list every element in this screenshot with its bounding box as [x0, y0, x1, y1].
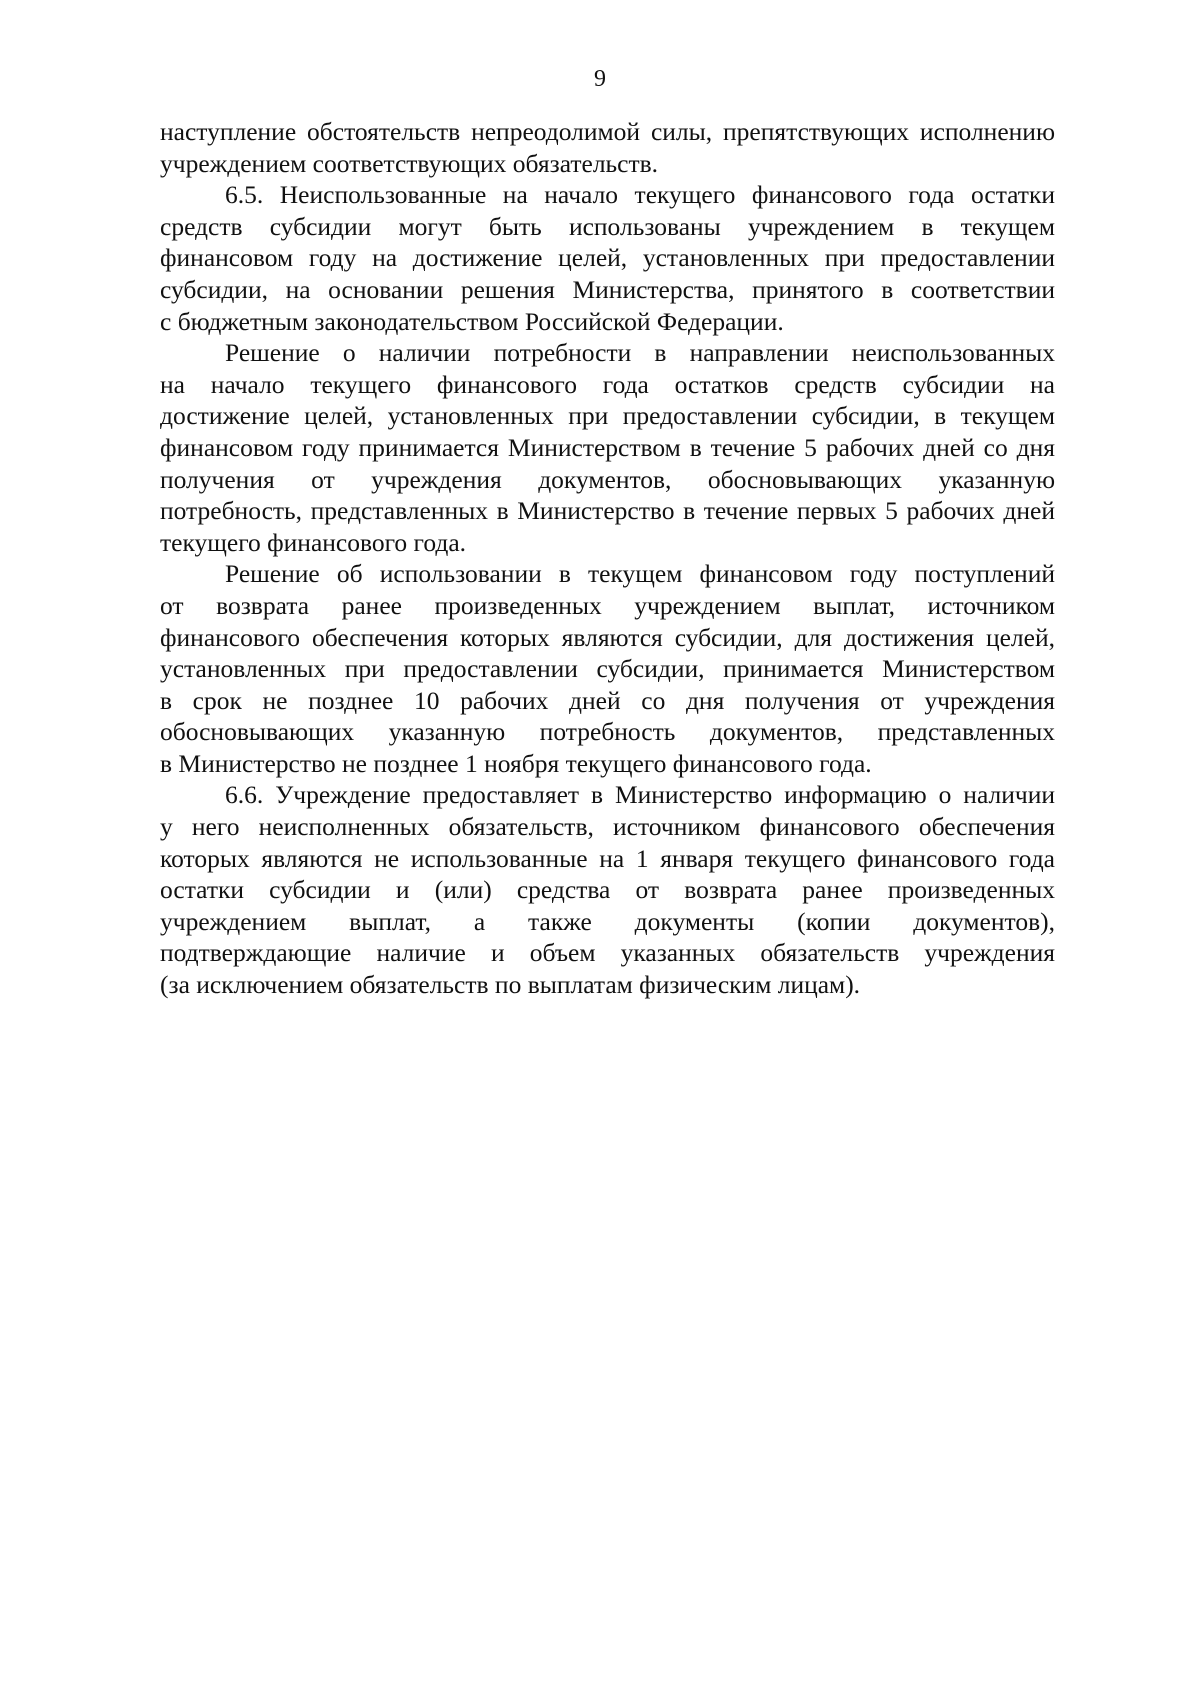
text-line: текущего финансового года.: [160, 527, 467, 557]
text-line: получения от учреждения документов, обосновывающих указанную: [160, 464, 1055, 494]
text-line: средств субсидии могут быть использованы учреждением в текущем: [160, 211, 1055, 241]
text-line: учреждением выплат, а также документы (копии документов),: [160, 906, 1055, 936]
paragraph-decision-need: [160, 337, 1055, 558]
text-line: остатки субсидии и (или) средства от возврата ранее произведенных: [160, 875, 1055, 905]
text-line: в срок не позднее 10 рабочих дней со дня получения от учреждения: [160, 685, 1055, 715]
paragraph-clause-6-5: [160, 179, 1055, 337]
text-line: в Министерство не позднее 1 ноября текущего финансового года.: [160, 748, 872, 778]
text-line: от возврата ранее произведенных учреждением выплат, источником: [160, 590, 1055, 620]
text-line: обосновывающих указанную потребность документов, представленных: [160, 717, 1055, 747]
text-line: подтверждающие наличие и объем указанных обязательств учреждения: [160, 938, 1055, 968]
paragraph-continuation: [160, 116, 1055, 179]
text-line: с бюджетным законодательством Российской Федерации.: [160, 306, 784, 336]
text-line: Решение об использовании в текущем финансовом году поступлений: [225, 559, 1055, 589]
text-line: на начало текущего финансового года остатков средств субсидии на: [160, 369, 1055, 399]
document-body: [160, 116, 1055, 1001]
page-number: 9: [594, 66, 606, 92]
text-line: финансового обеспечения которых являются субсидии, для достижения целей,: [160, 622, 1055, 652]
text-line: установленных при предоставлении субсидии, принимается Министерством: [160, 654, 1055, 684]
text-line: которых являются не использованные на 1 января текущего финансового года: [160, 843, 1055, 873]
text-line: 6.5. Неиспользованные на начало текущего финансового года остатки: [225, 180, 1055, 210]
text-line: 6.6. Учреждение предоставляет в Министерство информацию о наличии: [225, 780, 1055, 810]
text-line: субсидии, на основании решения Министерства, принятого в соответствии: [160, 274, 1055, 304]
text-line: финансовом году на достижение целей, установленных при предоставлении: [160, 243, 1055, 273]
text-line: учреждением соответствующих обязательств.: [160, 148, 659, 178]
text-line: финансовом году принимается Министерством в течение 5 рабочих дней со дня: [160, 432, 1055, 462]
text-line: (за исключением обязательств по выплатам физическим лицам).: [160, 970, 861, 1000]
text-line: у него неисполненных обязательств, источником финансового обеспечения: [160, 812, 1055, 842]
text-line: достижение целей, установленных при предоставлении субсидии, в текущем: [160, 401, 1055, 431]
text-line: потребность, представленных в Министерство в течение первых 5 рабочих дней: [160, 496, 1055, 526]
paragraph-decision-use: [160, 558, 1055, 779]
paragraph-clause-6-6: [160, 779, 1055, 1000]
text-line: Решение о наличии потребности в направлении неиспользованных: [225, 338, 1055, 368]
text-line: наступление обстоятельств непреодолимой силы, препятствующих исполнению: [160, 117, 1055, 146]
